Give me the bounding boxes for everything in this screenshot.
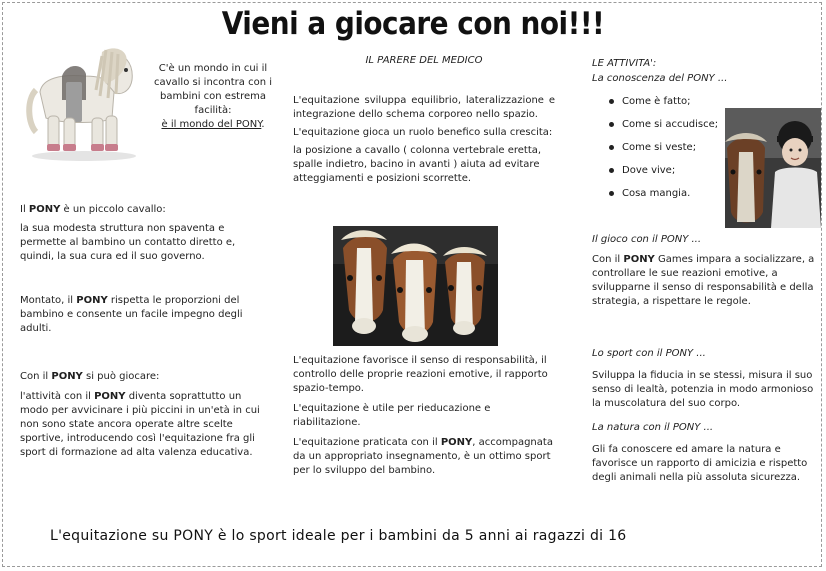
play-body: l'attività con il PONY diventa soprattutto un modo per avvicinare i più piccini in un'età in cui non sono state ancora operate altre scelte sportive, introducendo così l'equitazione fra gli sport di formazione ad alta valenza educativa. <box>20 391 260 458</box>
balance-paragraph: L'equitazione sviluppa equilibrio, lateralizzazione e integrazione dello schema corporeo nello spazio. <box>293 95 555 120</box>
game-body: Con il PONY Games impara a socializzare, a controllare le sue reazioni emotive, a svilupparne il senso di responsabilità e della strategia, a rispettare le regole. <box>592 254 815 307</box>
sport-heading: Lo sport con il PONY ... <box>592 348 706 359</box>
left-column-text <box>20 203 263 468</box>
intro-period: . <box>261 119 265 130</box>
knowledge-heading: La conoscenza del PONY ... <box>592 73 728 84</box>
pony-small-body: la sua modesta struttura non spaventa e permette al bambino un contatto diretto e, quindi, la sua cura ed il suo governo. <box>20 223 236 262</box>
intro-sentence: C'è un mondo in cui il cavallo si incontra con i bambini con estrema facilità: <box>153 63 272 116</box>
list-item: Come si veste; <box>592 141 722 164</box>
game-heading: Il gioco con il PONY ... <box>592 234 702 245</box>
responsibility-paragraph: L'equitazione favorisce il senso di responsabilità, il controllo delle proprie reazioni emotive, il rapporto spazio-tempo. <box>293 355 548 394</box>
mounted-pony-paragraph: Montato, il PONY rispetta le proporzioni del bambino e consente un facile impegno degli adulti. <box>20 295 243 334</box>
nature-heading: La natura con il PONY ... <box>592 422 714 433</box>
nature-body: Gli fa conoscere ed amare la natura e favorisce un rapporto di amicizia e rispetto degli animali nella più assoluta sicurezza. <box>592 444 808 483</box>
doctor-opinion-top <box>293 94 555 194</box>
intro-emphasis: è il mondo del PONY <box>161 119 262 130</box>
activities-heading: LE ATTIVITA': <box>592 58 657 69</box>
page-title: Vieni a giocare con noi!!! <box>221 6 605 42</box>
list-item: Come è fatto; <box>592 95 722 118</box>
growth-paragraph: L'equitazione gioca un ruolo benefico sulla crescita: <box>293 127 553 138</box>
play-heading: Con il PONY si può giocare: <box>20 371 160 382</box>
list-item: Dove vive; <box>592 164 722 187</box>
rehabilitation-paragraph: L'equitazione è utile per rieducazione e riabilitazione. <box>293 403 491 428</box>
list-item: Cosa mangia. <box>592 187 722 210</box>
doctor-opinion-bottom <box>293 354 555 486</box>
sport-body: Sviluppa la fiducia in se stessi, misura il suo senso di lealtà, potenzia in modo armonioso la muscolatura del suo corpo. <box>592 370 814 409</box>
plush-pony-illustration <box>22 40 146 164</box>
doctor-opinion-heading: IL PARERE DEL MEDICO <box>365 55 483 66</box>
pony-sport-paragraph: L'equitazione praticata con il PONY, accompagnata da un appropriato insegnamento, è un ottimo sport per lo sviluppo del bambino. <box>293 437 553 476</box>
pony-small-heading: Il PONY è un piccolo cavallo: <box>20 204 166 215</box>
intro-text <box>153 62 273 132</box>
posture-paragraph: la posizione a cavallo ( colonna vertebrale eretta, spalle indietro, bacino in avanti ) aiuta ad evitare atteggiamenti e posizioni scorrette. <box>293 145 542 184</box>
three-ponies-photo <box>333 226 498 346</box>
knowledge-list <box>592 95 722 210</box>
list-item: Come si accudisce; <box>592 118 722 141</box>
child-with-pony-photo <box>725 108 821 228</box>
footer-slogan: L'equitazione su PONY è lo sport ideale per i bambini da 5 anni ai ragazzi di 16 <box>50 528 627 544</box>
